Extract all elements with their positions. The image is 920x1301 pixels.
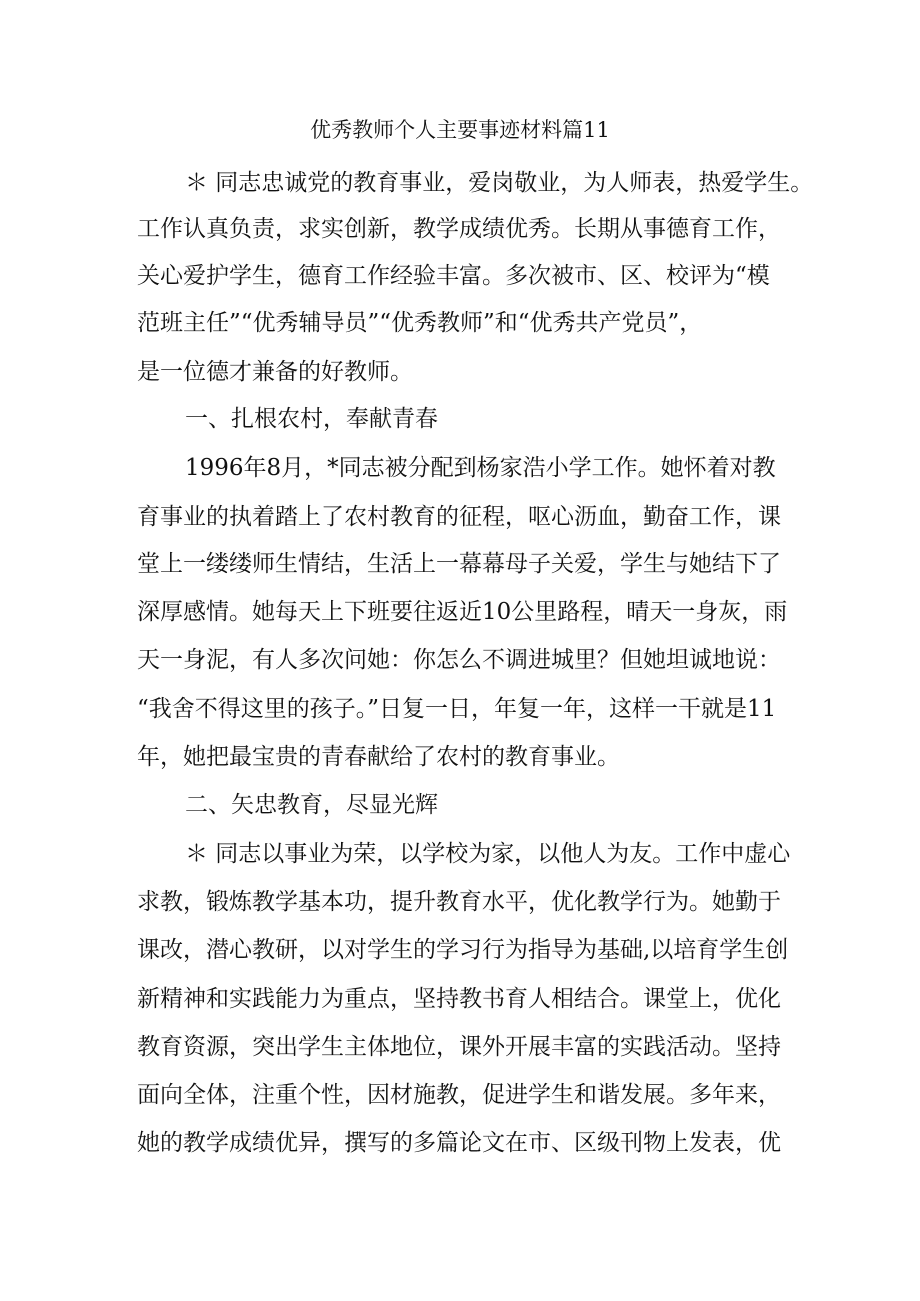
body-line: 范班主任”“优秀辅导员”“优秀教师”和“优秀共产党员”， xyxy=(137,310,703,336)
body-line: “我舍不得这里的孩子。”日复一日，年复一年，这样一干就是11 xyxy=(137,696,777,722)
body-line: 课改，潜心教研，以对学生的学习行为指导为基础,以培育学生创 xyxy=(137,937,789,963)
body-line: 年，她把最宝贵的青春献给了农村的教育事业。 xyxy=(137,744,620,770)
body-line: 工作认真负责，求实创新，教学成绩优秀。长期从事德育工作， xyxy=(137,216,781,242)
body-line: 天一身泥，有人多次问她：你怎么不调进城里？但她坦诚地说： xyxy=(137,647,781,673)
body-line: 是一位德才兼备的好教师。 xyxy=(137,359,413,385)
body-line: 深厚感情。她每天上下班要往返近10公里路程，晴天一身灰，雨 xyxy=(137,599,788,625)
body-line: 育事业的执着踏上了农村教育的征程，呕心沥血，勤奋工作，课 xyxy=(137,504,781,530)
body-line: 1996年8月，*同志被分配到杨家浩小学工作。她怀着对教 xyxy=(185,455,776,481)
body-line: 面向全体，注重个性，因材施教，促进学生和谐发展。多年来， xyxy=(137,1082,781,1108)
body-line: 关心爱护学生，德育工作经验丰富。多次被市、区、校评为“模 xyxy=(137,263,770,289)
body-line: 堂上一缕缕师生情结，生活上一幕幕母子关爱，学生与她结下了 xyxy=(137,551,781,577)
body-line: 新精神和实践能力为重点，坚持教书育人相结合。课堂上，优化 xyxy=(137,986,781,1012)
section-heading: 一、扎根农村，奉献青春 xyxy=(185,406,438,432)
body-line: ＊ 同志忠诚党的教育事业，爱岗敬业，为人师表，热爱学生。 xyxy=(185,170,814,196)
body-line: 求教，锻炼教学基本功，提升教育水平，优化教学行为。她勤于 xyxy=(137,889,781,915)
body-line: 她的教学成绩优异，撰写的多篇论文在市、区级刊物上发表，优 xyxy=(137,1130,781,1156)
section-heading: 二、矢忠教育，尽显光辉 xyxy=(185,792,438,818)
body-line: ＊ 同志以事业为荣，以学校为家，以他人为友。工作中虚心 xyxy=(185,841,791,867)
body-line: 教育资源，突出学生主体地位，课外开展丰富的实践活动。坚持 xyxy=(137,1034,781,1060)
document-title: 优秀教师个人主要事迹材料篇11 xyxy=(310,118,610,142)
